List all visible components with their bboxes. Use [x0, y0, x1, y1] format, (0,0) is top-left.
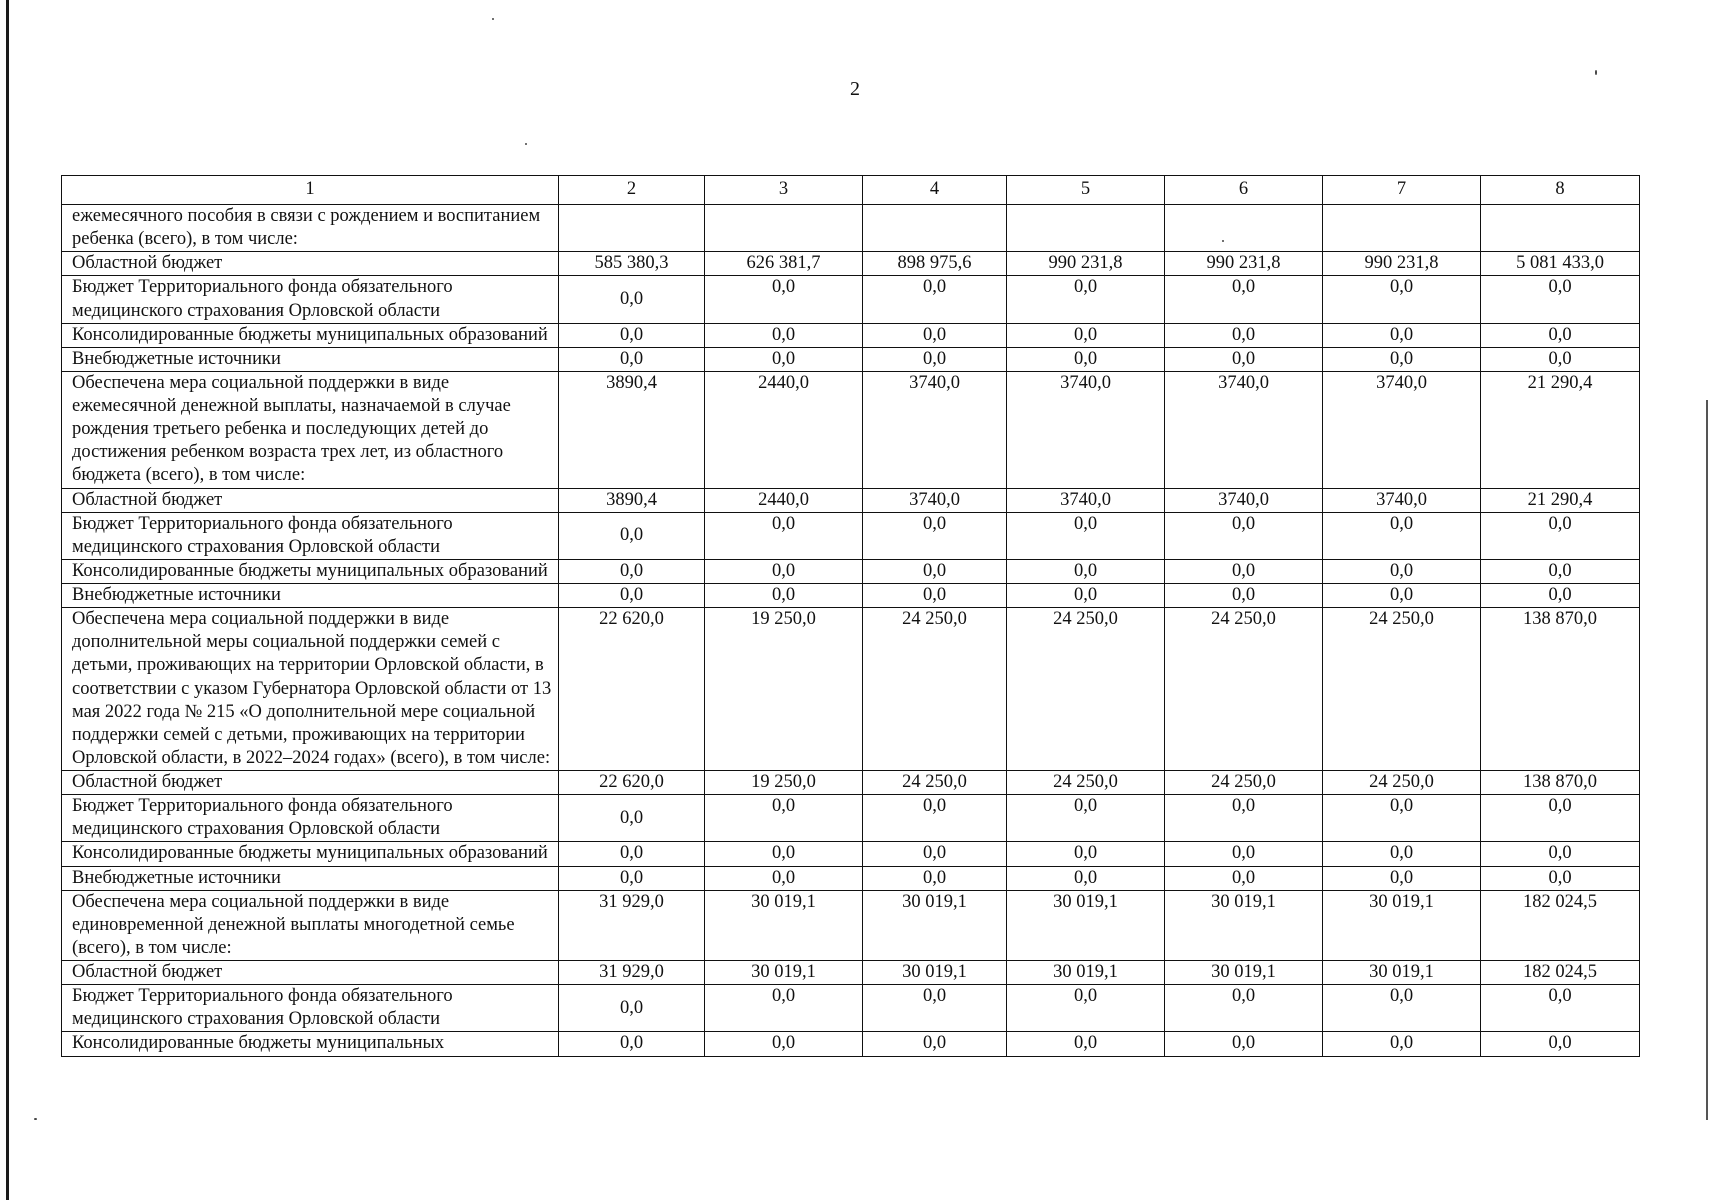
- value-cell: 0,0: [705, 985, 863, 1032]
- scan-speck: [492, 18, 494, 20]
- value-cell: 0,0: [1007, 584, 1165, 608]
- table-row: [62, 347, 1640, 371]
- value-cell: [863, 205, 1007, 252]
- row-label: Консолидированные бюджеты муниципальных образований: [62, 559, 559, 583]
- value-cell: 31 929,0: [559, 890, 705, 960]
- value-cell: 21 290,4: [1481, 371, 1640, 488]
- scan-speck: [34, 1118, 37, 1120]
- value-cell: 0,0: [863, 842, 1007, 866]
- table-row: [62, 890, 1640, 960]
- table-row: [62, 276, 1640, 323]
- binding-edge-line: [6, 0, 9, 1200]
- column-header-6: 6: [1165, 176, 1323, 205]
- value-cell: 0,0: [1323, 985, 1481, 1032]
- row-label: Обеспечена мера социальной поддержки в виде ежемесячной денежной выплаты, назначаемой в случае рождения третьего ребенка и последующих детей до достижения ребенком возраста трех лет, из областного бюджета (всего), в том числе:: [62, 371, 559, 488]
- row-label: Внебюджетные источники: [62, 584, 559, 608]
- value-cell: [1481, 205, 1640, 252]
- column-header-2: 2: [559, 176, 705, 205]
- table-row: [62, 323, 1640, 347]
- value-cell: 30 019,1: [863, 890, 1007, 960]
- column-header-1: 1: [62, 176, 559, 205]
- value-cell: 0,0: [559, 323, 705, 347]
- value-cell: 0,0: [1323, 584, 1481, 608]
- value-cell: 182 024,5: [1481, 890, 1640, 960]
- value-cell: 182 024,5: [1481, 961, 1640, 985]
- value-cell: 30 019,1: [1007, 890, 1165, 960]
- value-cell: 3740,0: [1165, 488, 1323, 512]
- value-cell: 30 019,1: [1323, 890, 1481, 960]
- column-header-8: 8: [1481, 176, 1640, 205]
- value-cell: 0,0: [863, 985, 1007, 1032]
- value-cell: 0,0: [1323, 1032, 1481, 1056]
- value-cell: 0,0: [1007, 795, 1165, 842]
- value-cell: 19 250,0: [705, 771, 863, 795]
- value-cell: 30 019,1: [705, 961, 863, 985]
- value-cell: 0,0: [1165, 1032, 1323, 1056]
- value-cell: 3740,0: [1323, 488, 1481, 512]
- row-label: Областной бюджет: [62, 488, 559, 512]
- value-cell: 990 231,8: [1165, 252, 1323, 276]
- value-cell: 0,0: [863, 795, 1007, 842]
- value-cell: 30 019,1: [705, 890, 863, 960]
- value-cell: 30 019,1: [1165, 961, 1323, 985]
- value-cell: 0,0: [705, 795, 863, 842]
- value-cell: 0,0: [1165, 347, 1323, 371]
- value-cell: 0,0: [1007, 842, 1165, 866]
- value-cell: 0,0: [1165, 276, 1323, 323]
- value-cell: 3890,4: [559, 488, 705, 512]
- row-label: ежемесячного пособия в связи с рождением и воспитанием ребенка (всего), в том числе:: [62, 205, 559, 252]
- value-cell: 0,0: [1165, 512, 1323, 559]
- value-cell: 138 870,0: [1481, 608, 1640, 771]
- value-cell: 2440,0: [705, 371, 863, 488]
- table-row: [62, 252, 1640, 276]
- value-cell: 0,0: [1165, 559, 1323, 583]
- row-label: Бюджет Территориального фонда обязательного медицинского страхования Орловской области: [62, 276, 559, 323]
- value-cell: 5 081 433,0: [1481, 252, 1640, 276]
- value-cell: 24 250,0: [1007, 608, 1165, 771]
- page-number: 2: [850, 78, 860, 100]
- value-cell: 0,0: [1323, 866, 1481, 890]
- value-cell: 0,0: [1323, 559, 1481, 583]
- value-cell: 0,0: [1007, 559, 1165, 583]
- value-cell: [559, 205, 705, 252]
- column-header-3: 3: [705, 176, 863, 205]
- row-label: Консолидированные бюджеты муниципальных образований: [62, 323, 559, 347]
- value-cell: 0,0: [1007, 866, 1165, 890]
- value-cell: 0,0: [863, 1032, 1007, 1056]
- value-cell: 22 620,0: [559, 771, 705, 795]
- value-cell: 0,0: [863, 559, 1007, 583]
- value-cell: 990 231,8: [1323, 252, 1481, 276]
- value-cell: 0,0: [705, 323, 863, 347]
- table-row: [62, 584, 1640, 608]
- table-row: [62, 608, 1640, 771]
- value-cell: 0,0: [863, 866, 1007, 890]
- value-cell: 0,0: [1481, 584, 1640, 608]
- value-cell: 0,0: [559, 559, 705, 583]
- value-cell: [1323, 205, 1481, 252]
- budget-table: [61, 175, 1640, 1057]
- row-label: Областной бюджет: [62, 771, 559, 795]
- value-cell: 0,0: [559, 1032, 705, 1056]
- value-cell: 0,0: [705, 584, 863, 608]
- value-cell: 0,0: [1007, 512, 1165, 559]
- value-cell: 0,0: [1481, 985, 1640, 1032]
- value-cell: 0,0: [1007, 1032, 1165, 1056]
- value-cell: 0,0: [1165, 985, 1323, 1032]
- table-header-row: [62, 176, 1640, 205]
- value-cell: 138 870,0: [1481, 771, 1640, 795]
- value-cell: 3740,0: [1323, 371, 1481, 488]
- value-cell: 0,0: [705, 866, 863, 890]
- value-cell: 0,0: [705, 559, 863, 583]
- value-cell: 0,0: [1323, 276, 1481, 323]
- column-header-4: 4: [863, 176, 1007, 205]
- value-cell: 0,0: [559, 584, 705, 608]
- value-cell: 0,0: [1323, 795, 1481, 842]
- value-cell: 24 250,0: [1323, 771, 1481, 795]
- value-cell: 0,0: [1007, 985, 1165, 1032]
- scan-speck: [525, 143, 527, 145]
- table-body: [62, 176, 1640, 1057]
- value-cell: 0,0: [559, 866, 705, 890]
- value-cell: 0,0: [1165, 584, 1323, 608]
- table-row: [62, 866, 1640, 890]
- table-row: [62, 961, 1640, 985]
- value-cell: 24 250,0: [863, 608, 1007, 771]
- value-cell: 24 250,0: [1323, 608, 1481, 771]
- value-cell: 0,0: [1481, 559, 1640, 583]
- value-cell: 0,0: [1481, 866, 1640, 890]
- value-cell: 22 620,0: [559, 608, 705, 771]
- value-cell: 24 250,0: [1007, 771, 1165, 795]
- table-row: [62, 795, 1640, 842]
- row-label: Областной бюджет: [62, 252, 559, 276]
- row-label: Внебюджетные источники: [62, 866, 559, 890]
- value-cell: 0,0: [1481, 276, 1640, 323]
- value-cell: 0,0: [863, 276, 1007, 323]
- value-cell: 0,0: [1481, 323, 1640, 347]
- value-cell: 0,0: [1481, 1032, 1640, 1056]
- value-cell: 0,0: [705, 842, 863, 866]
- value-cell: 0,0: [559, 347, 705, 371]
- value-cell: 30 019,1: [863, 961, 1007, 985]
- row-label: Бюджет Территориального фонда обязательного медицинского страхования Орловской области: [62, 512, 559, 559]
- value-cell: 24 250,0: [1165, 608, 1323, 771]
- value-cell: 0,0: [1481, 512, 1640, 559]
- value-cell: 0,0: [1165, 323, 1323, 347]
- table-row: [62, 371, 1640, 488]
- value-cell: 24 250,0: [1165, 771, 1323, 795]
- value-cell: 0,0: [1323, 842, 1481, 866]
- value-cell: 0,0: [1007, 347, 1165, 371]
- row-label: Обеспечена мера социальной поддержки в виде единовременной денежной выплаты многодетной семье (всего), в том числе:: [62, 890, 559, 960]
- value-cell: 0,0: [705, 512, 863, 559]
- value-cell: 0,0: [1007, 276, 1165, 323]
- value-cell: 19 250,0: [705, 608, 863, 771]
- row-label: Консолидированные бюджеты муниципальных образований: [62, 842, 559, 866]
- value-cell: 0,0: [559, 985, 705, 1032]
- value-cell: 24 250,0: [863, 771, 1007, 795]
- value-cell: [1165, 205, 1323, 252]
- scan-edge-line: [1706, 400, 1708, 1120]
- value-cell: 0,0: [705, 276, 863, 323]
- value-cell: 0,0: [1323, 323, 1481, 347]
- table-row: [62, 559, 1640, 583]
- value-cell: [1007, 205, 1165, 252]
- column-header-5: 5: [1007, 176, 1165, 205]
- value-cell: 0,0: [863, 512, 1007, 559]
- value-cell: 0,0: [559, 276, 705, 323]
- value-cell: 31 929,0: [559, 961, 705, 985]
- value-cell: [705, 205, 863, 252]
- value-cell: 3740,0: [1007, 488, 1165, 512]
- value-cell: 0,0: [1165, 842, 1323, 866]
- row-label: Обеспечена мера социальной поддержки в виде дополнительной меры социальной поддержки семей с детьми, проживающих на территории Орловской области, в соответствии с указом Губернатора Орловской области от 13 мая 2022 года № 215 «О дополнительной мере социальной поддержки семей с детьми, проживающих на территории Орловской области, в 2022–2024 годах» (всего), в том числе:: [62, 608, 559, 771]
- value-cell: 30 019,1: [1007, 961, 1165, 985]
- value-cell: 0,0: [559, 842, 705, 866]
- value-cell: 0,0: [863, 347, 1007, 371]
- value-cell: 0,0: [1165, 795, 1323, 842]
- table-row: [62, 1032, 1640, 1056]
- value-cell: 0,0: [1481, 347, 1640, 371]
- value-cell: 0,0: [705, 347, 863, 371]
- column-header-7: 7: [1323, 176, 1481, 205]
- row-label: Внебюджетные источники: [62, 347, 559, 371]
- row-label: Областной бюджет: [62, 961, 559, 985]
- value-cell: 2440,0: [705, 488, 863, 512]
- value-cell: 3740,0: [863, 488, 1007, 512]
- value-cell: 0,0: [705, 1032, 863, 1056]
- value-cell: 585 380,3: [559, 252, 705, 276]
- value-cell: 30 019,1: [1323, 961, 1481, 985]
- value-cell: 990 231,8: [1007, 252, 1165, 276]
- table-row: [62, 488, 1640, 512]
- value-cell: 3740,0: [1165, 371, 1323, 488]
- scan-speck: [1595, 70, 1597, 75]
- row-label: Консолидированные бюджеты муниципальных: [62, 1032, 559, 1056]
- value-cell: 0,0: [1481, 795, 1640, 842]
- value-cell: 0,0: [1007, 323, 1165, 347]
- table-row: [62, 205, 1640, 252]
- row-label: Бюджет Территориального фонда обязательного медицинского страхования Орловской области: [62, 985, 559, 1032]
- table-row: [62, 985, 1640, 1032]
- value-cell: 626 381,7: [705, 252, 863, 276]
- value-cell: 0,0: [1323, 347, 1481, 371]
- value-cell: 0,0: [1481, 842, 1640, 866]
- table-row: [62, 842, 1640, 866]
- value-cell: 898 975,6: [863, 252, 1007, 276]
- value-cell: 0,0: [1323, 512, 1481, 559]
- value-cell: 0,0: [863, 584, 1007, 608]
- value-cell: 3890,4: [559, 371, 705, 488]
- value-cell: 3740,0: [863, 371, 1007, 488]
- table-row: [62, 771, 1640, 795]
- value-cell: 21 290,4: [1481, 488, 1640, 512]
- value-cell: 0,0: [863, 323, 1007, 347]
- value-cell: 0,0: [559, 512, 705, 559]
- value-cell: 0,0: [559, 795, 705, 842]
- value-cell: 3740,0: [1007, 371, 1165, 488]
- row-label: Бюджет Территориального фонда обязательного медицинского страхования Орловской области: [62, 795, 559, 842]
- table-row: [62, 512, 1640, 559]
- value-cell: 0,0: [1165, 866, 1323, 890]
- value-cell: 30 019,1: [1165, 890, 1323, 960]
